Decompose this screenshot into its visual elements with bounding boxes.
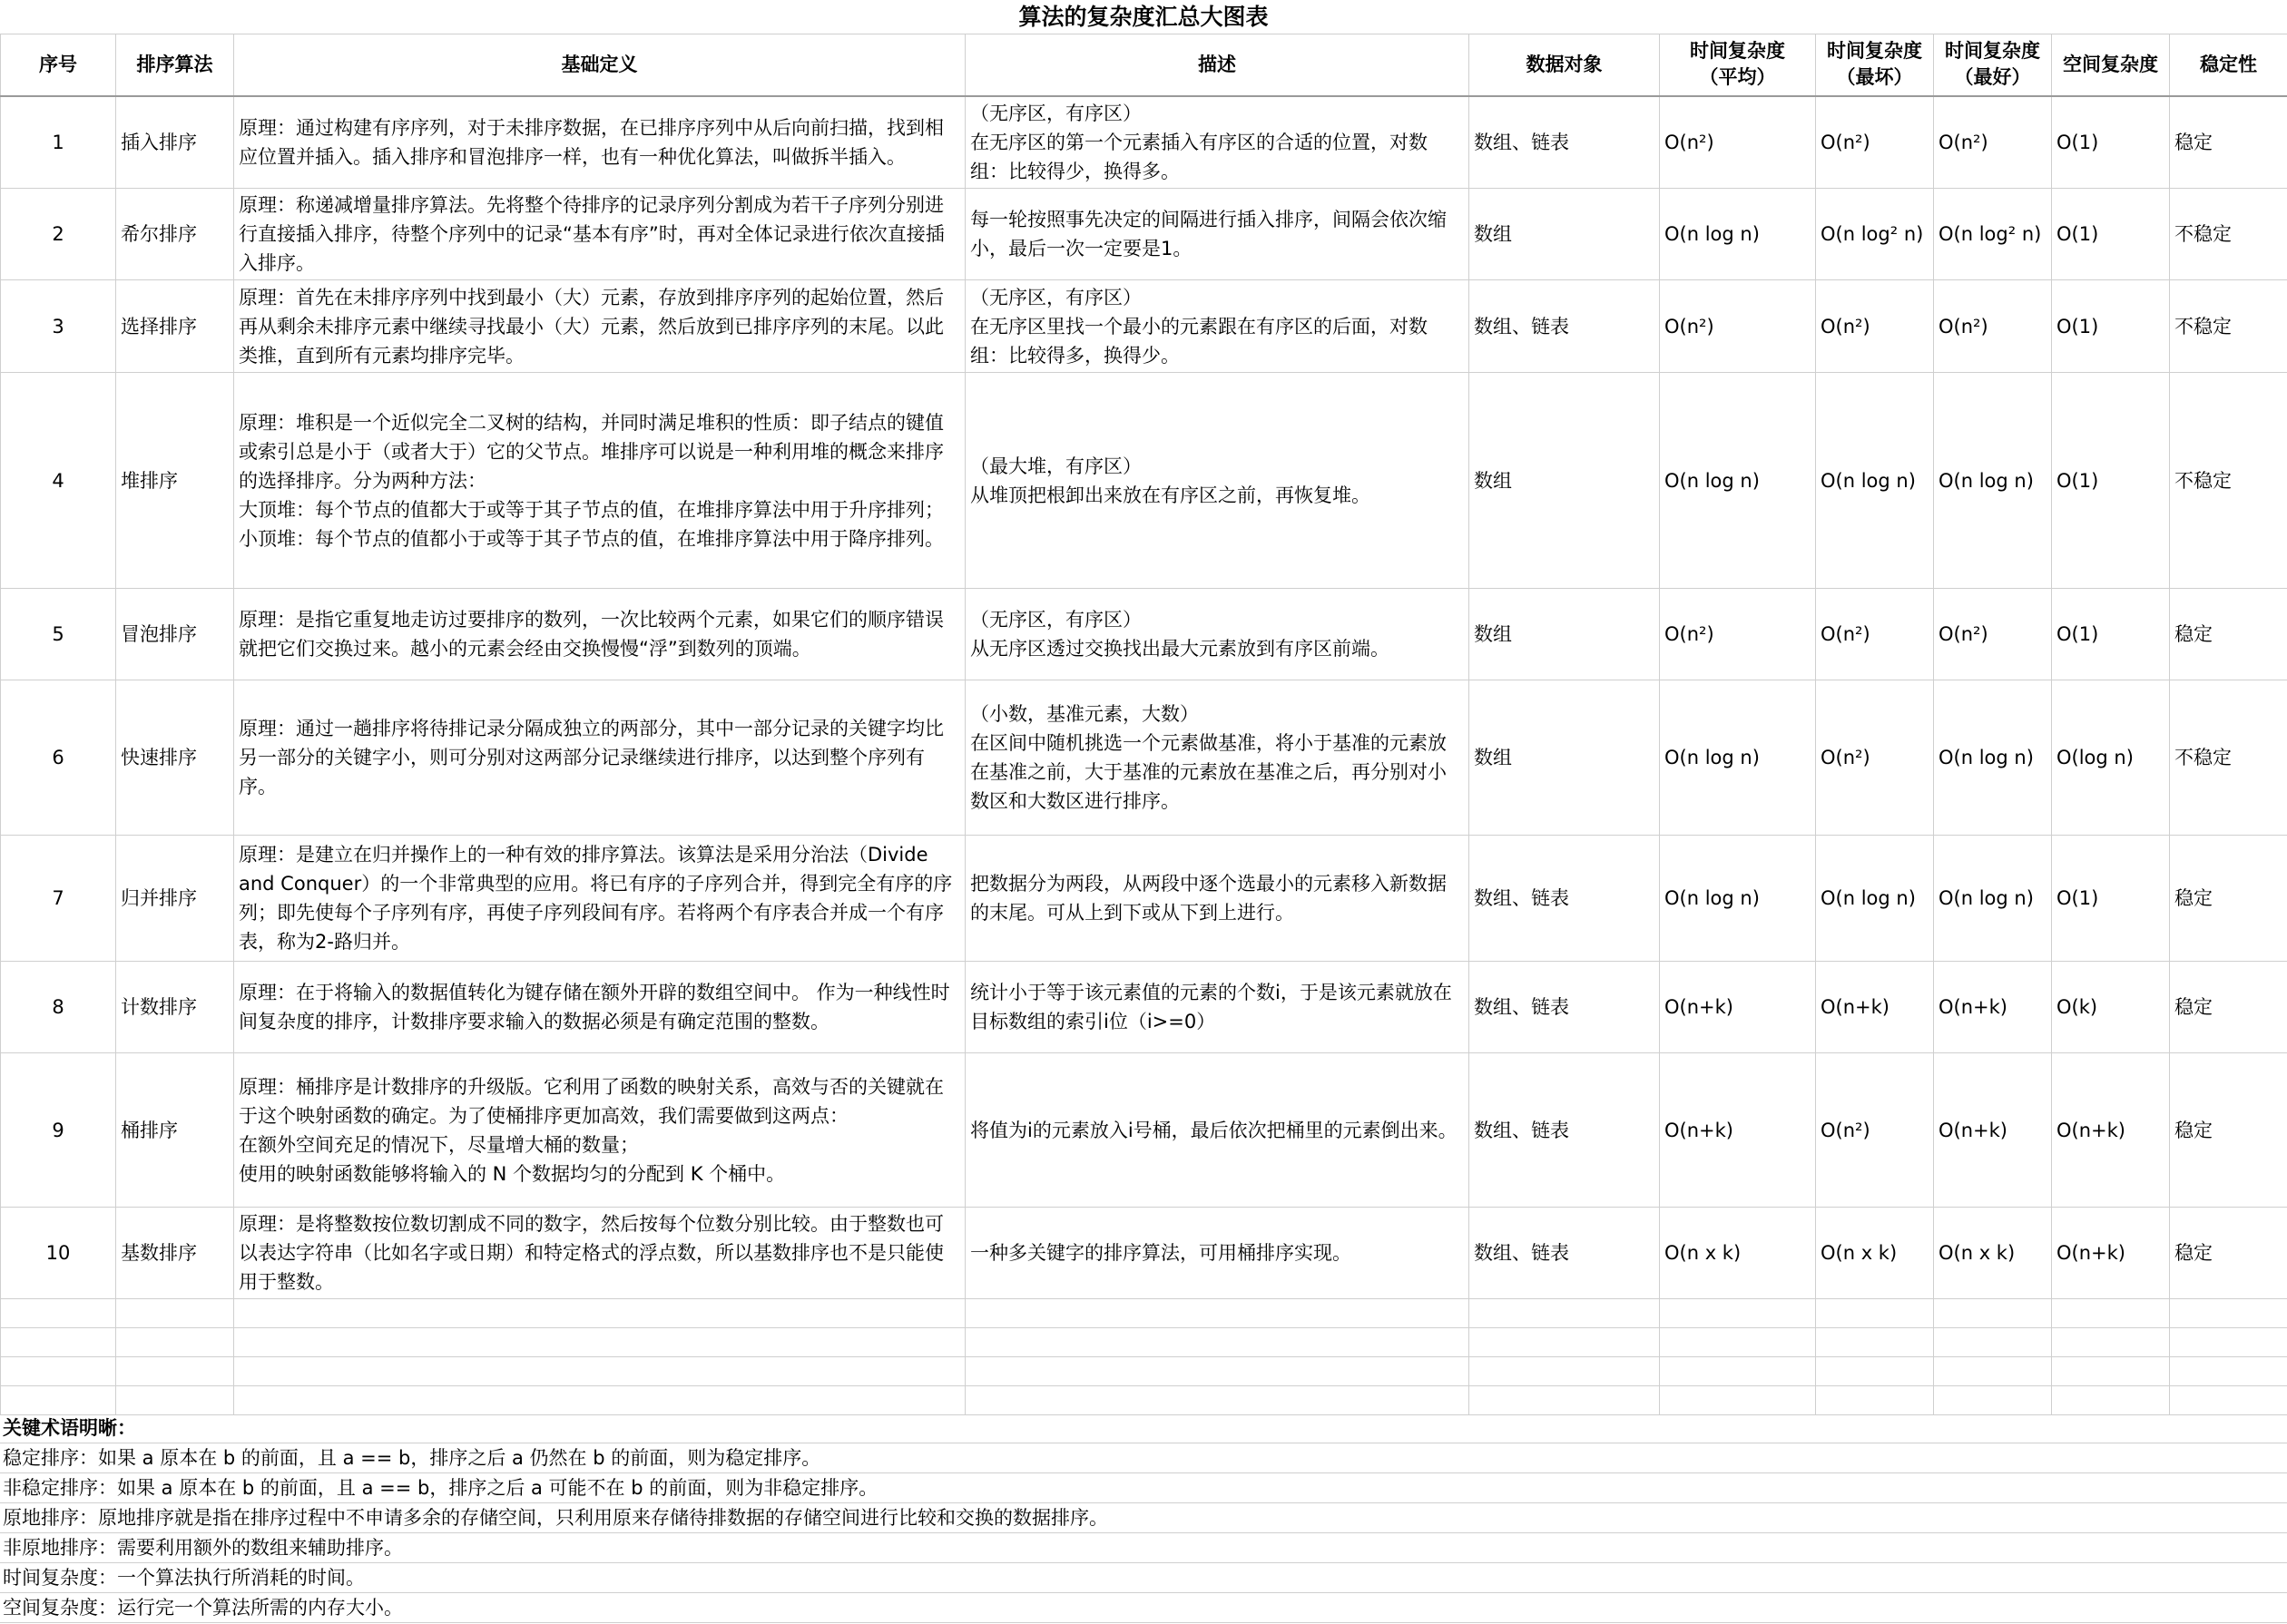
key-terms-heading: 关键术语明晰：	[0, 1414, 2287, 1443]
cell-number: 2	[1, 189, 116, 280]
cell-algorithm: 桶排序	[116, 1053, 234, 1208]
empty-cell	[1660, 1299, 1816, 1328]
cell-definition: 原理：通过构建有序序列，对于未排序数据，在已排序序列中从后向前扫描，找到相应位置并插入。插入排序和冒泡排序一样，也有一种优化算法，叫做拆半插入。	[234, 96, 966, 189]
cell-algorithm: 计数排序	[116, 962, 234, 1053]
table-row	[1, 96, 2287, 189]
empty-cell	[234, 1328, 966, 1357]
cell-number: 4	[1, 373, 116, 589]
empty-cell	[116, 1357, 234, 1386]
empty-cell	[1934, 1328, 2052, 1357]
empty-cell	[1934, 1357, 2052, 1386]
header-stability: 稳定性	[2170, 34, 2287, 96]
table-row	[1, 962, 2287, 1053]
empty-cell	[1660, 1386, 1816, 1415]
table-row	[1, 1208, 2287, 1299]
cell-space: O(log n)	[2052, 680, 2170, 836]
cell-number: 7	[1, 836, 116, 962]
cell-space: O(n+k)	[2052, 1208, 2170, 1299]
cell-time-average: O(n log n)	[1660, 836, 1816, 962]
empty-cell	[2052, 1386, 2170, 1415]
empty-cell	[2052, 1328, 2170, 1357]
cell-time-average: O(n²)	[1660, 96, 1816, 189]
cell-time-best: O(n log² n)	[1934, 189, 2052, 280]
empty-cell	[1816, 1386, 1934, 1415]
empty-cell	[116, 1328, 234, 1357]
cell-time-best: O(n x k)	[1934, 1208, 2052, 1299]
empty-cell	[234, 1357, 966, 1386]
table-row	[1, 589, 2287, 680]
empty-cell	[966, 1299, 1469, 1328]
cell-data-object: 数组、链表	[1469, 1053, 1660, 1208]
empty-row	[1, 1357, 2287, 1386]
cell-time-average: O(n²)	[1660, 280, 1816, 373]
cell-time-best: O(n log n)	[1934, 373, 2052, 589]
header-space: 空间复杂度	[2052, 34, 2170, 96]
note-line: 稳定排序：如果 a 原本在 b 的前面，且 a == b，排序之后 a 仍然在 b 的前面，则为稳定排序。	[0, 1443, 2287, 1473]
cell-definition: 原理：桶排序是计数排序的升级版。它利用了函数的映射关系，高效与否的关键就在于这个映射函数的确定。为了使桶排序更加高效，我们需要做到这两点： 在额外空间充足的情况下，尽量增大桶的数量； 使用的映射函数能够将输入的 N 个数据均匀的分配到 K 个桶中。	[234, 1053, 966, 1208]
empty-cell	[2052, 1299, 2170, 1328]
cell-time-average: O(n log n)	[1660, 373, 1816, 589]
table-row	[1, 1053, 2287, 1208]
cell-definition: 原理：通过一趟排序将待排记录分隔成独立的两部分，其中一部分记录的关键字均比另一部分的关键字小，则可分别对这两部分记录继续进行排序，以达到整个序列有序。	[234, 680, 966, 836]
empty-cell	[966, 1386, 1469, 1415]
cell-definition: 原理：堆积是一个近似完全二叉树的结构，并同时满足堆积的性质：即子结点的键值或索引总是小于（或者大于）它的父节点。堆排序可以说是一种利用堆的概念来排序的选择排序。分为两种方法： 大顶堆：每个节点的值都大于或等于其子节点的值，在堆排序算法中用于升序排列； 小顶堆：每个节点的值都小于或等于其子节点的值，在堆排序算法中用于降序排列。	[234, 373, 966, 589]
empty-cell	[1, 1386, 116, 1415]
cell-algorithm: 选择排序	[116, 280, 234, 373]
cell-time-best: O(n log n)	[1934, 836, 2052, 962]
note-line: 非稳定排序：如果 a 原本在 b 的前面，且 a == b，排序之后 a 可能不在 b 的前面，则为非稳定排序。	[0, 1473, 2287, 1503]
cell-time-worst: O(n x k)	[1816, 1208, 1934, 1299]
cell-algorithm: 冒泡排序	[116, 589, 234, 680]
header-time-best: 时间复杂度 （最好）	[1934, 34, 2052, 96]
cell-data-object: 数组	[1469, 680, 1660, 836]
cell-data-object: 数组	[1469, 589, 1660, 680]
cell-definition: 原理：是指它重复地走访过要排序的数列，一次比较两个元素，如果它们的顺序错误就把它们交换过来。越小的元素会经由交换慢慢“浮”到数列的顶端。	[234, 589, 966, 680]
cell-definition: 原理：首先在未排序序列中找到最小（大）元素，存放到排序序列的起始位置，然后再从剩余未排序元素中继续寻找最小（大）元素，然后放到已排序序列的末尾。以此类推，直到所有元素均排序完毕。	[234, 280, 966, 373]
empty-cell	[116, 1386, 234, 1415]
empty-cell	[1816, 1357, 1934, 1386]
cell-space: O(1)	[2052, 836, 2170, 962]
cell-description: （最大堆，有序区） 从堆顶把根卸出来放在有序区之前，再恢复堆。	[966, 373, 1469, 589]
empty-cell	[1469, 1328, 1660, 1357]
cell-number: 10	[1, 1208, 116, 1299]
cell-time-average: O(n+k)	[1660, 1053, 1816, 1208]
header-time-worst: 时间复杂度 （最坏）	[1816, 34, 1934, 96]
cell-space: O(1)	[2052, 189, 2170, 280]
cell-time-worst: O(n²)	[1816, 96, 1934, 189]
empty-cell	[1934, 1386, 2052, 1415]
empty-cell	[1934, 1299, 2052, 1328]
cell-space: O(1)	[2052, 96, 2170, 189]
cell-space: O(1)	[2052, 373, 2170, 589]
empty-cell	[1, 1328, 116, 1357]
cell-data-object: 数组、链表	[1469, 962, 1660, 1053]
cell-time-worst: O(n log² n)	[1816, 189, 1934, 280]
empty-cell	[1, 1299, 116, 1328]
note-line: 非原地排序：需要利用额外的数组来辅助排序。	[0, 1533, 2287, 1563]
table-row	[1, 836, 2287, 962]
empty-cell	[1816, 1328, 1934, 1357]
cell-stability: 稳定	[2170, 836, 2287, 962]
cell-time-worst: O(n²)	[1816, 1053, 1934, 1208]
cell-time-best: O(n²)	[1934, 589, 2052, 680]
cell-data-object: 数组、链表	[1469, 280, 1660, 373]
header-data-object: 数据对象	[1469, 34, 1660, 96]
cell-time-worst: O(n log n)	[1816, 836, 1934, 962]
cell-stability: 不稳定	[2170, 189, 2287, 280]
cell-stability: 稳定	[2170, 1208, 2287, 1299]
page-title: 算法的复杂度汇总大图表	[1018, 4, 1269, 30]
cell-time-worst: O(n²)	[1816, 680, 1934, 836]
cell-data-object: 数组	[1469, 189, 1660, 280]
cell-number: 8	[1, 962, 116, 1053]
empty-row	[1, 1299, 2287, 1328]
empty-cell	[116, 1299, 234, 1328]
cell-algorithm: 快速排序	[116, 680, 234, 836]
cell-time-best: O(n²)	[1934, 96, 2052, 189]
empty-cell	[234, 1386, 966, 1415]
cell-time-average: O(n x k)	[1660, 1208, 1816, 1299]
cell-number: 3	[1, 280, 116, 373]
header-no: 序号	[1, 34, 116, 96]
cell-description: （无序区，有序区） 在无序区的第一个元素插入有序区的合适的位置，对数组：比较得少，换得多。	[966, 96, 1469, 189]
cell-time-average: O(n log n)	[1660, 680, 1816, 836]
empty-cell	[2170, 1328, 2287, 1357]
empty-cell	[1469, 1357, 1660, 1386]
empty-cell	[1, 1357, 116, 1386]
cell-description: 把数据分为两段，从两段中逐个选最小的元素移入新数据的末尾。可从上到下或从下到上进行。	[966, 836, 1469, 962]
cell-number: 9	[1, 1053, 116, 1208]
cell-stability: 稳定	[2170, 962, 2287, 1053]
empty-cell	[966, 1328, 1469, 1357]
cell-algorithm: 堆排序	[116, 373, 234, 589]
cell-description: （无序区，有序区） 从无序区透过交换找出最大元素放到有序区前端。	[966, 589, 1469, 680]
cell-algorithm: 归并排序	[116, 836, 234, 962]
empty-row	[1, 1328, 2287, 1357]
cell-description: （无序区，有序区） 在无序区里找一个最小的元素跟在有序区的后面，对数组：比较得多，换得少。	[966, 280, 1469, 373]
cell-definition: 原理：是将整数按位数切割成不同的数字，然后按每个位数分别比较。由于整数也可以表达字符串（比如名字或日期）和特定格式的浮点数，所以基数排序也不是只能使用于整数。	[234, 1208, 966, 1299]
cell-time-average: O(n+k)	[1660, 962, 1816, 1053]
cell-space: O(1)	[2052, 589, 2170, 680]
cell-description: 将值为i的元素放入i号桶，最后依次把桶里的元素倒出来。	[966, 1053, 1469, 1208]
empty-cell	[1660, 1357, 1816, 1386]
cell-number: 5	[1, 589, 116, 680]
cell-stability: 不稳定	[2170, 680, 2287, 836]
empty-cell	[966, 1357, 1469, 1386]
cell-description: 每一轮按照事先决定的间隔进行插入排序，间隔会依次缩小，最后一次一定要是1。	[966, 189, 1469, 280]
empty-cell	[1660, 1328, 1816, 1357]
cell-time-best: O(n log n)	[1934, 680, 2052, 836]
cell-space: O(k)	[2052, 962, 2170, 1053]
empty-cell	[2170, 1299, 2287, 1328]
cell-time-worst: O(n²)	[1816, 589, 1934, 680]
empty-cell	[2052, 1357, 2170, 1386]
cell-time-average: O(n log n)	[1660, 189, 1816, 280]
cell-algorithm: 希尔排序	[116, 189, 234, 280]
cell-definition: 原理：在于将输入的数据值转化为键存储在额外开辟的数组空间中。 作为一种线性时间复杂度的排序，计数排序要求输入的数据必须是有确定范围的整数。	[234, 962, 966, 1053]
empty-cell	[234, 1299, 966, 1328]
cell-stability: 稳定	[2170, 1053, 2287, 1208]
cell-definition: 原理：是建立在归并操作上的一种有效的排序算法。该算法是采用分治法（Divide and Conquer）的一个非常典型的应用。将已有序的子序列合并，得到完全有序的序列；即先使每个子序列有序，再使子序列段间有序。若将两个有序表合并成一个有序表，称为2-路归并。	[234, 836, 966, 962]
note-line: 空间复杂度：运行完一个算法所需的内存大小。	[0, 1593, 2287, 1623]
note-line: 原地排序：原地排序就是指在排序过程中不申请多余的存储空间，只利用原来存储待排数据的存储空间进行比较和交换的数据排序。	[0, 1503, 2287, 1533]
cell-algorithm: 基数排序	[116, 1208, 234, 1299]
empty-cell	[2170, 1386, 2287, 1415]
cell-description: （小数，基准元素，大数） 在区间中随机挑选一个元素做基准，将小于基准的元素放在基准之前，大于基准的元素放在基准之后，再分别对小数区和大数区进行排序。	[966, 680, 1469, 836]
cell-time-worst: O(n²)	[1816, 280, 1934, 373]
header-definition: 基础定义	[234, 34, 966, 96]
cell-stability: 不稳定	[2170, 280, 2287, 373]
cell-stability: 不稳定	[2170, 373, 2287, 589]
cell-data-object: 数组、链表	[1469, 1208, 1660, 1299]
cell-data-object: 数组、链表	[1469, 836, 1660, 962]
table-row	[1, 680, 2287, 836]
header-row	[1, 34, 2287, 96]
empty-row	[1, 1386, 2287, 1415]
cell-time-worst: O(n log n)	[1816, 373, 1934, 589]
cell-number: 1	[1, 96, 116, 189]
cell-stability: 稳定	[2170, 589, 2287, 680]
note-line: 时间复杂度：一个算法执行所消耗的时间。	[0, 1563, 2287, 1593]
cell-description: 统计小于等于该元素值的元素的个数i，于是该元素就放在目标数组的索引i位（i>=0）	[966, 962, 1469, 1053]
table-row	[1, 280, 2287, 373]
cell-time-best: O(n+k)	[1934, 1053, 2052, 1208]
header-description: 描述	[966, 34, 1469, 96]
cell-time-best: O(n²)	[1934, 280, 2052, 373]
empty-cell	[1816, 1299, 1934, 1328]
cell-space: O(1)	[2052, 280, 2170, 373]
complexity-table	[0, 34, 2287, 1415]
cell-data-object: 数组	[1469, 373, 1660, 589]
empty-cell	[1469, 1299, 1660, 1328]
cell-definition: 原理：称递减增量排序算法。先将整个待排序的记录序列分割成为若干子序列分别进行直接插入排序，待整个序列中的记录“基本有序”时，再对全体记录进行依次直接插入排序。	[234, 189, 966, 280]
cell-number: 6	[1, 680, 116, 836]
key-terms	[0, 1414, 2287, 1623]
cell-description: 一种多关键字的排序算法，可用桶排序实现。	[966, 1208, 1469, 1299]
cell-algorithm: 插入排序	[116, 96, 234, 189]
cell-stability: 稳定	[2170, 96, 2287, 189]
cell-time-best: O(n+k)	[1934, 962, 2052, 1053]
table-row	[1, 189, 2287, 280]
cell-time-worst: O(n+k)	[1816, 962, 1934, 1053]
header-algorithm: 排序算法	[116, 34, 234, 96]
empty-cell	[1469, 1386, 1660, 1415]
table-row	[1, 373, 2287, 589]
empty-cell	[2170, 1357, 2287, 1386]
header-time-average: 时间复杂度 （平均）	[1660, 34, 1816, 96]
cell-data-object: 数组、链表	[1469, 96, 1660, 189]
cell-space: O(n+k)	[2052, 1053, 2170, 1208]
cell-time-average: O(n²)	[1660, 589, 1816, 680]
